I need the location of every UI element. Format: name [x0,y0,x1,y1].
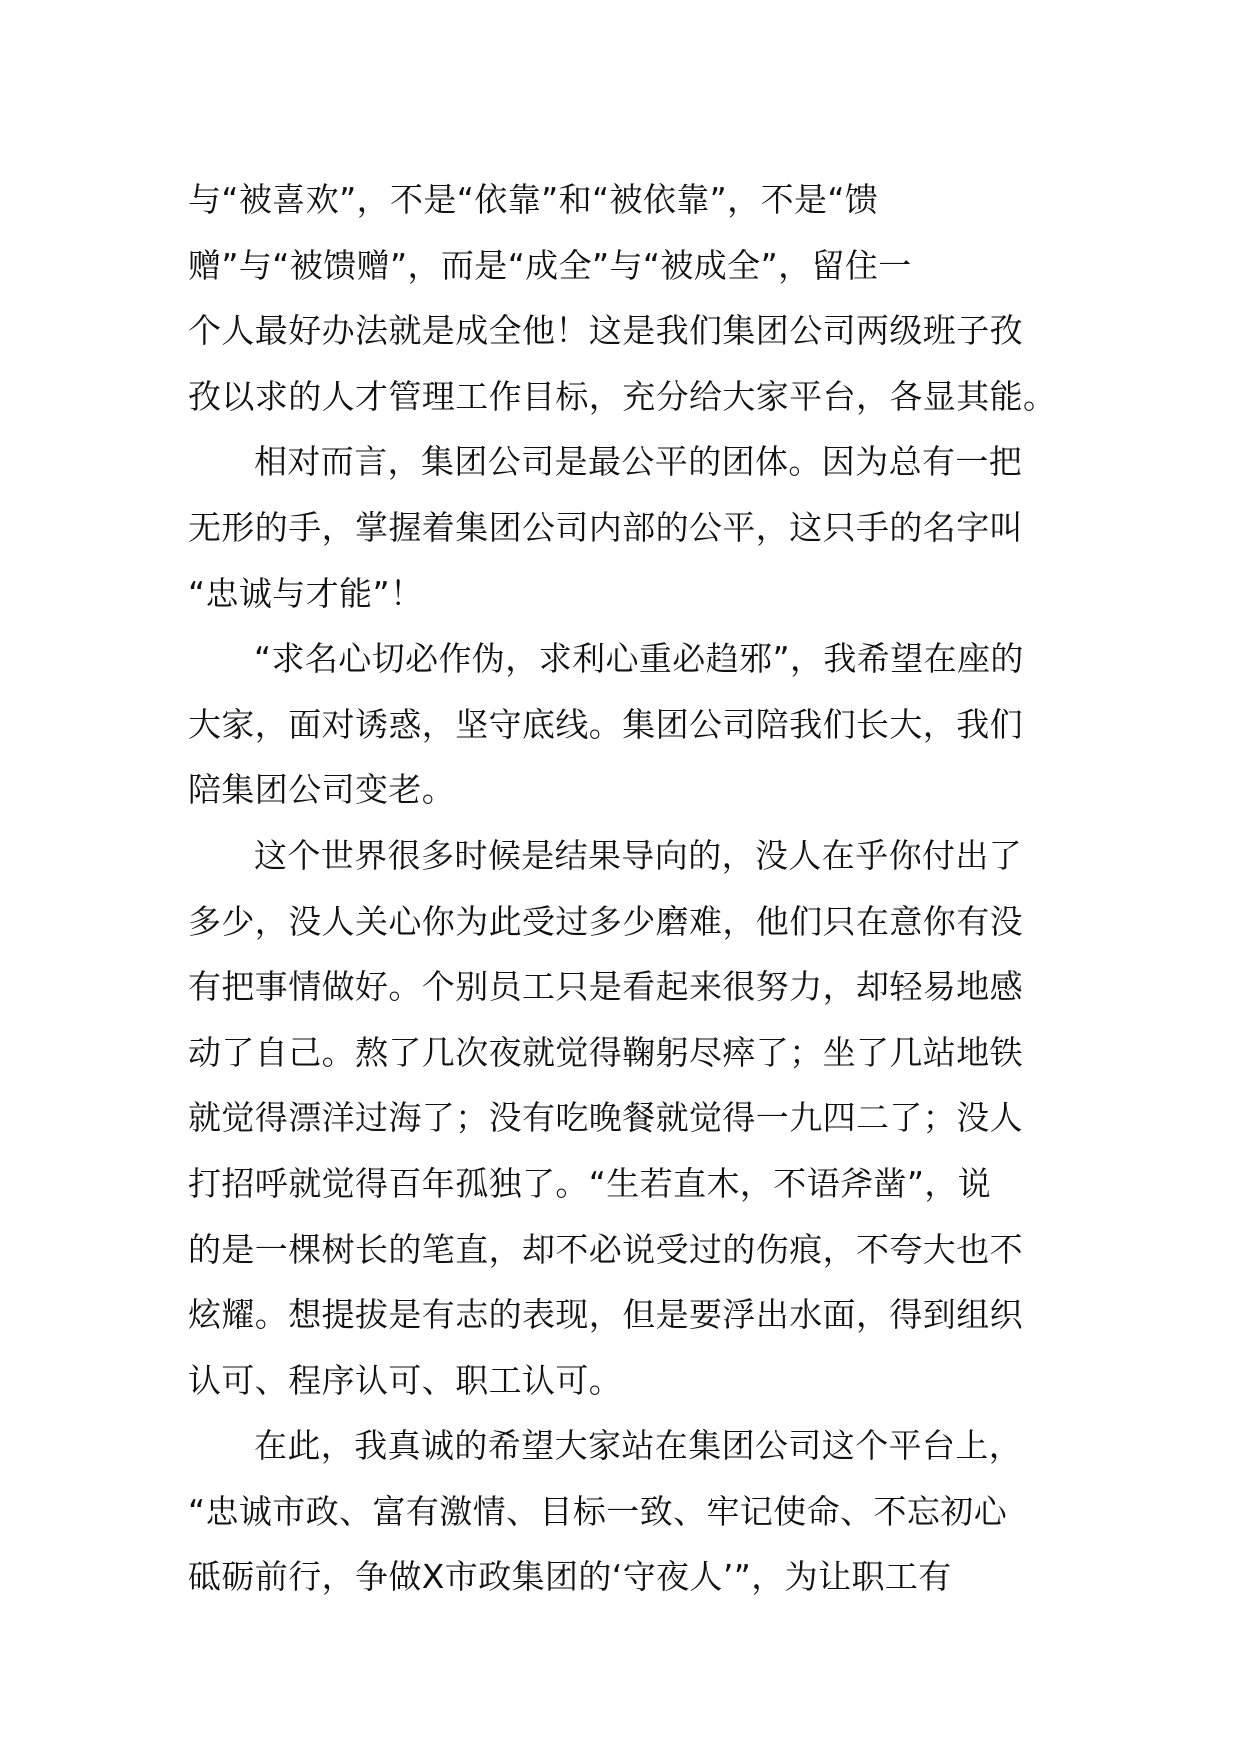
text-line: 炫耀。想提拔是有志的表现，但是要浮出水面，得到组织 [188,1295,1023,1335]
text-line: 孜以求的人才管理工作目标，充分给大家平台，各显其能。 [188,376,1057,416]
text-line: 个人最好办法就是成全他！这是我们集团公司两级班子孜 [188,311,1023,351]
text-line: 动了自己。熬了几次夜就觉得鞠躬尽瘁了；坐了几站地铁 [188,1032,1023,1072]
text-line: “求名心切必作伪，求利心重必趋邪”，我希望在座的 [254,639,1024,679]
text-line: 无形的手，掌握着集团公司内部的公平，这只手的名字叫 [188,507,1023,547]
text-line: 大家，面对诱惑，坚守底线。集团公司陪我们长大，我们 [188,704,1023,744]
text-line: 认可、程序认可、职工认可。 [188,1360,623,1400]
text-line: 有把事情做好。个别员工只是看起来很努力，却轻易地感 [188,967,1023,1007]
text-line: 与“被喜欢”，不是“依靠”和“被依靠”，不是“馈 [188,180,879,219]
text-line: 砥砺前行，争做X市政集团的‘守夜人’”，为让职工有 [188,1557,952,1597]
document-body [188,167,1060,1610]
text-line: 在此，我真诚的希望大家站在集团公司这个平台上， [254,1426,1023,1466]
text-line: 这个世界很多时候是结果导向的，没人在乎你付出了 [254,835,1023,875]
text-line: 就觉得漂洋过海了；没有吃晚餐就觉得一九四二了；没人 [188,1098,1023,1138]
text-line: 多少，没人关心你为此受过多少磨难，他们只在意你有没 [188,901,1023,941]
text-line: 陪集团公司变老。 [188,770,456,810]
text-line: “忠诚与才能”！ [188,573,424,613]
text-line: “忠诚市政、富有激情、目标一致、牢记使命、不忘初心 [188,1491,1008,1531]
text-line: 相对而言，集团公司是最公平的团体。因为总有一把 [254,442,1023,482]
text-line: 的是一棵树长的笔直，却不必说受过的伤痕，不夸大也不 [188,1229,1023,1269]
text-line: 赠”与“被馈赠”，而是“成全”与“被成全”，留住一 [188,245,912,285]
text-line: 打招呼就觉得百年孤独了。“生若直木，不语斧凿”，说 [188,1163,992,1203]
